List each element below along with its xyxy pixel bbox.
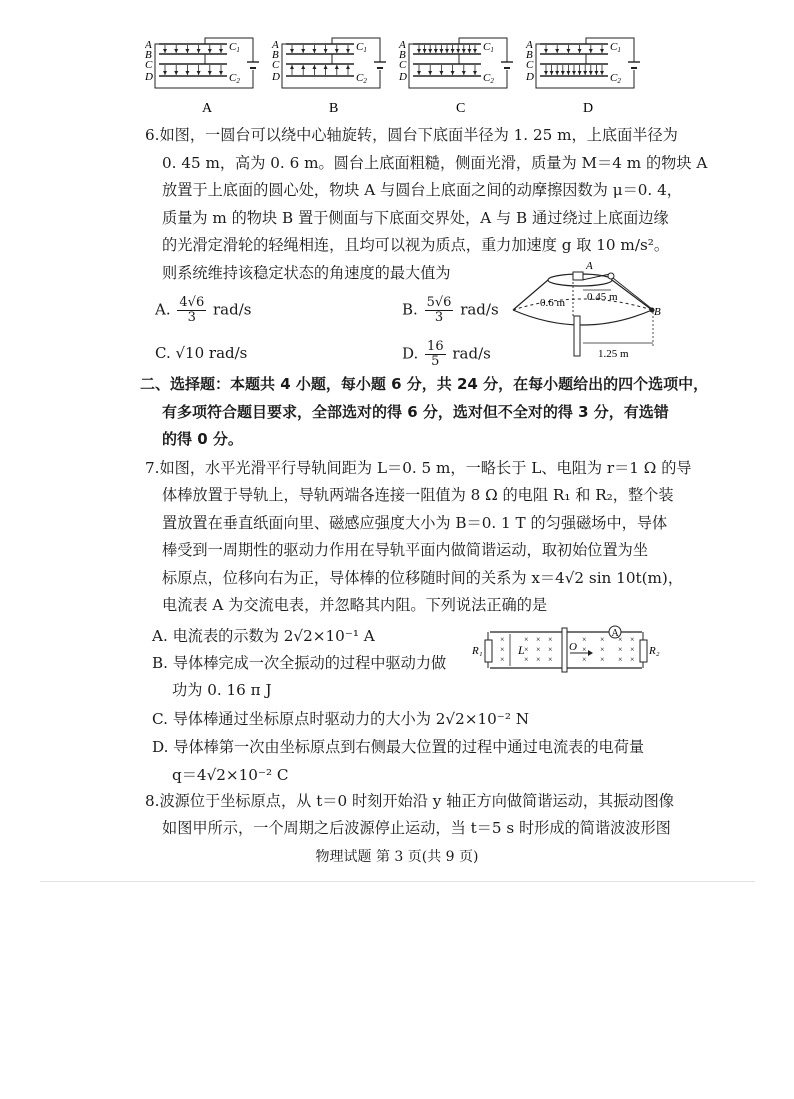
field-cross: × bbox=[582, 635, 587, 644]
capacitor-option-b bbox=[271, 38, 386, 116]
q6-line-5: 的光滑定滑轮的轻绳相连，且均可以视为质点，重力加速度 g 取 10 m/s²。 bbox=[162, 236, 670, 254]
capacitor-option-label: A bbox=[202, 101, 213, 116]
plate-label: C bbox=[526, 59, 534, 71]
ammeter-label: A bbox=[611, 628, 619, 639]
fraction bbox=[425, 296, 454, 325]
option-letter: A. bbox=[155, 300, 171, 319]
field-cross: × bbox=[548, 655, 553, 664]
plate-label: C bbox=[272, 59, 280, 71]
frustum-top-radius: 0.45 m bbox=[587, 291, 618, 303]
field-cross: × bbox=[536, 645, 541, 654]
q7-line-6: 电流表 A 为交流电表，并忽略其内阻。下列说法正确的是 bbox=[162, 596, 548, 614]
field-cross: × bbox=[500, 655, 505, 664]
plate-label: D bbox=[145, 71, 153, 83]
plate-label: D bbox=[526, 71, 534, 83]
plate-label: A bbox=[526, 39, 533, 51]
capacitor-option-a bbox=[145, 38, 259, 116]
q7-line-5: 标原点，位移向右为正，导体棒的位移随时间的关系为 x＝4√2 sin 10t(m)， bbox=[162, 569, 684, 587]
option-letter: D. bbox=[402, 344, 419, 363]
plate-label: A bbox=[399, 39, 406, 51]
resistor-r1-label: R₁ bbox=[472, 645, 483, 657]
field-cross: × bbox=[524, 655, 529, 664]
q6-line-1: 6.如图，一圆台可以绕中心轴旋转，圆台下底面半径为 1. 25 m，上底面半径为 bbox=[145, 126, 678, 144]
field-cross: × bbox=[582, 655, 587, 664]
denominator: 5 bbox=[431, 354, 440, 369]
option-text: √10 rad/s bbox=[175, 344, 248, 362]
frustum-figure bbox=[505, 258, 670, 363]
capacitor-label-c2: C2 bbox=[483, 72, 494, 85]
plate-label: C bbox=[145, 59, 153, 71]
q7-option-b-cont: 功为 0. 16 π J bbox=[172, 681, 272, 699]
numerator: 4√6 bbox=[179, 295, 205, 310]
capacitor-option-label: B bbox=[329, 101, 339, 116]
field-cross: × bbox=[524, 635, 529, 644]
capacitor-option-c bbox=[398, 38, 513, 116]
page-footer: 物理试题 第 3 页(共 9 页) bbox=[315, 849, 479, 865]
q7-line-2: 体棒放置于导轨上，导轨两端各连接一阻值为 8 Ω 的电阻 R₁ 和 R₂，整个装 bbox=[162, 486, 674, 504]
fraction bbox=[177, 296, 206, 325]
section2-line-3: 的得 0 分。 bbox=[162, 430, 243, 448]
field-cross: × bbox=[548, 635, 553, 644]
q7-line-3: 置放置在垂直纸面向里、磁感应强度大小为 B＝0. 1 T 的匀强磁场中，导体 bbox=[162, 514, 668, 532]
option-letter: B. bbox=[402, 300, 418, 319]
capacitor-label-c2: C2 bbox=[229, 72, 240, 85]
unit: rad/s bbox=[213, 300, 252, 319]
field-cross: × bbox=[630, 635, 635, 644]
field-cross: × bbox=[500, 645, 505, 654]
q6-line-4: 质量为 m 的物块 B 置于侧面与下底面交界处，A 与 B 通过绕过上底面边缘 bbox=[162, 209, 669, 227]
plate-label: B bbox=[526, 49, 533, 61]
field-cross: × bbox=[548, 645, 553, 654]
capacitor-label-c1: C1 bbox=[356, 41, 367, 54]
denominator: 3 bbox=[434, 310, 444, 325]
field-cross: × bbox=[524, 645, 529, 654]
field-cross: × bbox=[582, 645, 587, 654]
rail-circuit-figure bbox=[470, 622, 660, 678]
numerator: 16 bbox=[427, 339, 444, 354]
plate-label: C bbox=[399, 59, 407, 71]
plate-label: D bbox=[399, 71, 407, 83]
unit: rad/s bbox=[452, 344, 491, 363]
denominator: 3 bbox=[187, 310, 196, 325]
capacitor-label-c1: C1 bbox=[610, 41, 621, 54]
q6-option-d[interactable] bbox=[402, 340, 491, 369]
q8-line-1: 8.波源位于坐标原点，从 t＝0 时刻开始沿 y 轴正方向做简谐运动，其振动图像 bbox=[145, 792, 674, 810]
field-cross: × bbox=[618, 635, 623, 644]
frustum-label-a: A bbox=[586, 260, 593, 272]
frustum-bottom-radius: 1.25 m bbox=[598, 348, 629, 360]
q6-line-3: 放置于上底面的圆心处，物块 A 与圆台上底面之间的动摩擦因数为 μ＝0. 4， bbox=[162, 181, 682, 199]
q7-line-4: 棒受到一周期性的驱动力作用在导轨平面内做简谐运动，取初始位置为坐 bbox=[162, 541, 648, 559]
option-letter: C. bbox=[155, 344, 171, 362]
field-cross: × bbox=[600, 645, 605, 654]
q7-option-b[interactable]: B. 导体棒完成一次全振动的过程中驱动力做 bbox=[152, 654, 447, 672]
frustum-label-b: B bbox=[654, 306, 661, 318]
capacitor-options-figure bbox=[145, 36, 670, 118]
q6-option-b[interactable] bbox=[402, 296, 499, 325]
plate-label: A bbox=[272, 39, 279, 51]
unit: rad/s bbox=[460, 300, 499, 319]
field-cross: × bbox=[536, 655, 541, 664]
field-cross: × bbox=[500, 635, 505, 644]
plate-label: B bbox=[272, 49, 279, 61]
field-cross: × bbox=[536, 635, 541, 644]
plate-label: B bbox=[399, 49, 406, 61]
origin-label: O bbox=[569, 641, 577, 653]
capacitor-option-label: C bbox=[456, 101, 466, 116]
capacitor-option-d bbox=[525, 38, 640, 116]
fraction bbox=[425, 340, 446, 369]
section2-line-2: 有多项符合题目要求，全部选对的得 6 分，选对但不全对的得 3 分，有选错 bbox=[162, 403, 669, 421]
q8-line-2: 如图甲所示，一个周期之后波源停止运动，当 t＝5 s 时形成的简谐波波形图 bbox=[162, 819, 671, 837]
plate-label: A bbox=[145, 39, 152, 51]
resistor-r2-label: R₂ bbox=[649, 645, 660, 657]
page-divider bbox=[40, 881, 755, 882]
field-cross: × bbox=[618, 655, 623, 664]
q7-option-c[interactable]: C. 导体棒通过坐标原点时驱动力的大小为 2√2×10⁻² N bbox=[152, 710, 530, 728]
plate-label: B bbox=[145, 49, 152, 61]
numerator: 5√6 bbox=[426, 295, 452, 310]
capacitor-option-label: D bbox=[583, 101, 594, 116]
frustum-height: 0.6 m bbox=[540, 297, 566, 309]
q7-option-a[interactable]: A. 电流表的示数为 2√2×10⁻¹ A bbox=[152, 627, 375, 645]
capacitor-label-c2: C2 bbox=[356, 72, 367, 85]
field-cross: × bbox=[630, 645, 635, 654]
q7-option-d[interactable]: D. 导体棒第一次由坐标原点到右侧最大位置的过程中通过电流表的电荷量 bbox=[152, 738, 645, 756]
field-cross: × bbox=[600, 655, 605, 664]
q6-line-2: 0. 45 m，高为 0. 6 m。圆台上底面粗糙，侧面光滑，质量为 M＝4 m 的物块 A bbox=[162, 154, 708, 172]
field-cross: × bbox=[630, 655, 635, 664]
plate-label: D bbox=[272, 71, 280, 83]
q7-option-d-cont: q＝4√2×10⁻² C bbox=[172, 766, 289, 784]
section2-line-1: 二、选择题：本题共 4 小题，每小题 6 分，共 24 分，在每小题给出的四个选项中， bbox=[140, 375, 709, 393]
q6-line-6: 则系统维持该稳定状态的角速度的最大值为 bbox=[162, 264, 451, 282]
capacitor-label-c2: C2 bbox=[610, 72, 621, 85]
field-cross: × bbox=[618, 645, 623, 654]
q6-option-c[interactable] bbox=[155, 343, 247, 363]
q6-option-a[interactable] bbox=[155, 296, 251, 325]
capacitor-label-c1: C1 bbox=[229, 41, 240, 54]
capacitor-label-c1: C1 bbox=[483, 41, 494, 54]
q7-line-1: 7.如图，水平光滑平行导轨间距为 L＝0. 5 m，一略长于 L、电阻为 r＝1 Ω 的导 bbox=[145, 459, 692, 477]
rail-label-l: L bbox=[518, 643, 525, 657]
field-cross: × bbox=[600, 635, 605, 644]
